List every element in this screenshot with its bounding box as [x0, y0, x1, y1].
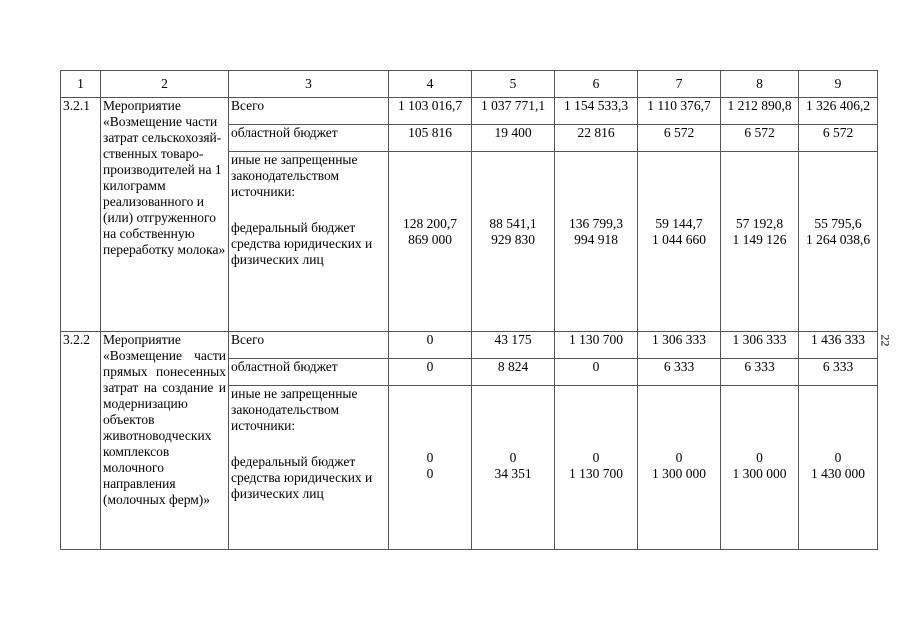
total-value: 1 326 406,2: [799, 98, 878, 125]
federal-value: 128 200,7: [403, 216, 457, 231]
page-number: 22: [878, 334, 893, 347]
source-label-legal: средства юридических и физических лиц: [231, 470, 373, 501]
other-sources-values: [638, 152, 721, 332]
other-sources-values: [555, 152, 638, 332]
federal-value: 0: [834, 450, 842, 465]
source-label-regional: областной бюджет: [229, 359, 389, 386]
federal-value: 0: [592, 450, 600, 465]
measure-description: Мероприятие «Возмещение части прямых понесенных затрат на создание и модернизацию объектов животноводческих комплексов молочного направления (молочных ферм)»: [101, 332, 229, 550]
legal-value: 869 000: [408, 232, 452, 247]
header-cell: 8: [721, 71, 799, 98]
legal-value: 34 351: [494, 466, 532, 481]
header-cell: 7: [638, 71, 721, 98]
source-label-federal: федеральный бюджет: [231, 454, 356, 469]
measure-description: Мероприятие «Возмещение части затрат сельскохозяй-ственных товаро-производителей на 1 килограмм реализованного и (или) отгруженного на собственную переработку молока»: [101, 98, 229, 332]
other-sources-values: [472, 386, 555, 550]
regional-value: 22 816: [555, 125, 638, 152]
source-label-federal: федеральный бюджет: [231, 220, 356, 235]
regional-value: 6 333: [799, 359, 878, 386]
total-value: 1 037 771,1: [472, 98, 555, 125]
other-sources-values: [472, 152, 555, 332]
source-label-other: иные не запрещенные законодательством источники:: [231, 386, 358, 433]
regional-value: 6 572: [638, 125, 721, 152]
other-sources-values: [721, 152, 799, 332]
total-row: [61, 332, 878, 359]
source-label-total: Всего: [229, 98, 389, 125]
federal-value: 136 799,3: [569, 216, 623, 231]
legal-value: 1 300 000: [732, 466, 787, 481]
regional-value: 0: [389, 359, 472, 386]
total-value: 1 212 890,8: [721, 98, 799, 125]
other-sources-values: [555, 386, 638, 550]
source-label-total: Всего: [229, 332, 389, 359]
regional-value: 6 333: [721, 359, 799, 386]
total-value: 1 436 333: [799, 332, 878, 359]
total-value: 43 175: [472, 332, 555, 359]
legal-value: 1 264 038,6: [805, 232, 871, 247]
other-sources-cell: [229, 386, 389, 550]
federal-value: 0: [509, 450, 517, 465]
legal-value: 994 918: [574, 232, 618, 247]
federal-value: 55 795,6: [814, 216, 862, 231]
legal-value: 1 430 000: [811, 466, 865, 481]
federal-value: 0: [756, 450, 763, 465]
total-value: 1 103 016,7: [389, 98, 472, 125]
legal-value: 1 300 000: [652, 466, 706, 481]
federal-value: 57 192,8: [735, 216, 784, 231]
regional-value: 6 572: [721, 125, 799, 152]
total-value: 1 130 700: [555, 332, 638, 359]
other-sources-values: [638, 386, 721, 550]
regional-value: 105 816: [389, 125, 472, 152]
other-sources-values: [721, 386, 799, 550]
total-value: 1 306 333: [638, 332, 721, 359]
source-label-regional: областной бюджет: [229, 125, 389, 152]
header-cell: 2: [101, 71, 229, 98]
regional-value: 6 333: [638, 359, 721, 386]
legal-value: 1 044 660: [652, 232, 706, 247]
header-cell: 9: [799, 71, 878, 98]
other-sources-values: [389, 386, 472, 550]
legal-value: 1 130 700: [569, 466, 623, 481]
federal-value: 0: [675, 450, 683, 465]
other-sources-values: [389, 152, 472, 332]
budget-table: [60, 70, 878, 550]
header-cell: 6: [555, 71, 638, 98]
header-cell: 3: [229, 71, 389, 98]
total-value: 1 154 533,3: [555, 98, 638, 125]
federal-value: 59 144,7: [655, 216, 703, 231]
total-value: 0: [389, 332, 472, 359]
regional-value: 6 572: [799, 125, 878, 152]
federal-value: 88 541,1: [489, 216, 537, 231]
source-label-legal: средства юридических и физических лиц: [231, 236, 373, 267]
legal-value: 0: [426, 466, 434, 481]
legal-value: 929 830: [491, 232, 535, 247]
legal-value: 1 149 126: [732, 232, 787, 247]
other-sources-cell: [229, 152, 389, 332]
header-cell: 4: [389, 71, 472, 98]
federal-value: 0: [426, 450, 434, 465]
total-row: [61, 98, 878, 125]
regional-value: 19 400: [472, 125, 555, 152]
regional-value: 0: [555, 359, 638, 386]
header-cell: 1: [61, 71, 101, 98]
regional-value: 8 824: [472, 359, 555, 386]
header-row: [61, 71, 878, 98]
other-sources-values: [799, 386, 878, 550]
measure-code: 3.2.2: [61, 332, 101, 550]
total-value: 1 110 376,7: [638, 98, 721, 125]
measure-code: 3.2.1: [61, 98, 101, 332]
header-cell: 5: [472, 71, 555, 98]
source-label-other: иные не запрещенные законодательством источники:: [231, 152, 358, 199]
total-value: 1 306 333: [721, 332, 799, 359]
other-sources-values: [799, 152, 878, 332]
